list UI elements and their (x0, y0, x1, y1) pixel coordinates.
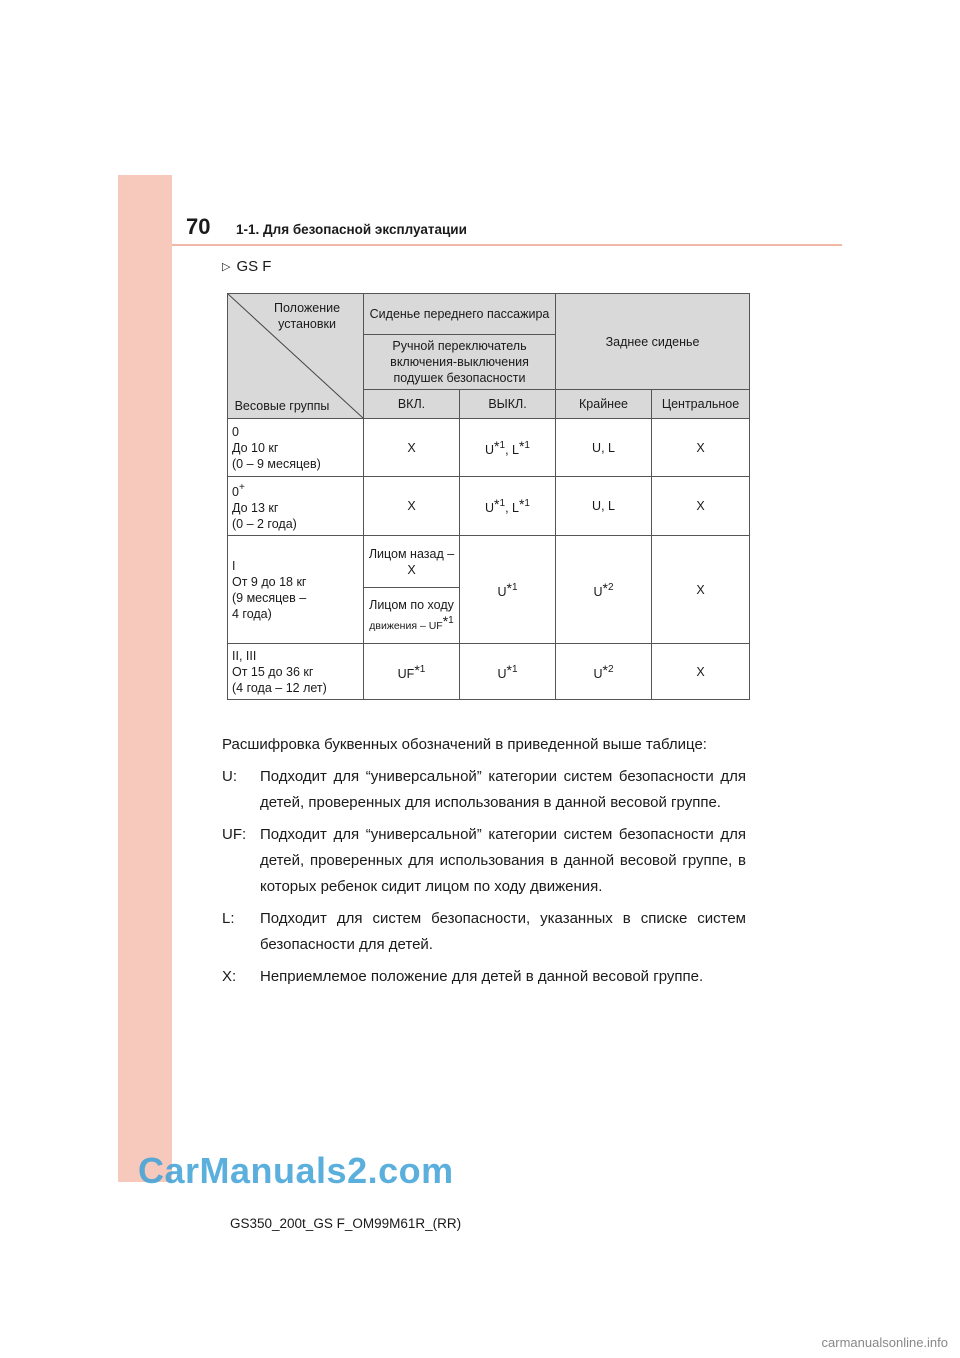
corner-top-label: Положение установки (273, 301, 341, 331)
footnote-ref: 1 (524, 498, 530, 509)
weight-group-cell (228, 419, 364, 477)
asterisk-icon: * (506, 661, 512, 678)
variant-label: GS F (236, 258, 272, 275)
code-l: L (512, 442, 519, 457)
weight-group-cell (228, 644, 364, 700)
code-u: U (485, 501, 495, 515)
legend-key: X: (222, 968, 237, 985)
group-label: 0+ (232, 482, 245, 499)
legend-item (222, 764, 746, 816)
forward-facing-value: движения – UF*$^1$ (369, 613, 454, 632)
age-label-cont: 4 года) (232, 606, 272, 621)
asterisk-icon: * (506, 579, 512, 596)
col-off-header: ВЫКЛ. (460, 390, 556, 419)
center-cell: X (652, 536, 750, 644)
seat-suitability-table (227, 293, 750, 700)
col-center-header: Центральное (652, 390, 750, 419)
footnote-ref: 1 (448, 615, 454, 626)
col-on-header: ВКЛ. (364, 390, 460, 419)
rear-seat-header: Заднее сиденье (556, 294, 750, 390)
off-cell: U*$^1$ (460, 536, 556, 644)
table-row (228, 644, 750, 700)
legend-block (222, 732, 746, 996)
on-cell: UF*$^1$ (364, 644, 460, 700)
footnote-ref: 1 (499, 439, 506, 451)
page-number: 70 (186, 214, 211, 239)
front-seat-header: Сиденье переднего пассажира (364, 294, 556, 335)
group-label: II, III (232, 648, 257, 663)
asterisk-icon: * (494, 496, 500, 512)
asterisk-icon: * (414, 661, 420, 678)
asterisk-icon: * (602, 661, 608, 678)
legend-item (222, 822, 746, 900)
header-divider (172, 244, 842, 246)
footer-doc-code: GS350_200t_GS F_OM99M61R_(RR) (230, 1216, 462, 1231)
on-forward-facing-cell (364, 588, 460, 644)
outer-cell: U*$^2$ (556, 644, 652, 700)
center-cell: X (652, 419, 750, 477)
code-u: U (485, 442, 495, 457)
asterisk-icon: * (494, 437, 500, 454)
age-label: (0 – 9 месяцев) (232, 456, 321, 471)
asterisk-icon: * (518, 437, 525, 454)
corner-header-cell (228, 294, 364, 419)
variant-heading (222, 258, 271, 275)
legend-key: UF: (222, 826, 247, 843)
asterisk-icon: * (442, 613, 449, 629)
weight-label: До 10 кг (232, 440, 279, 455)
legend-text: Неприемлемое положение для детей в данной весовой группе. (260, 968, 704, 985)
age-label: (4 года – 12 лет) (232, 680, 327, 695)
corner-bottom-label: Весовые группы (234, 399, 330, 413)
center-cell: X (652, 477, 750, 536)
legend-text: Подходит для “универсальной” категории систем безопасности для детей, проверенных для использования в данной весовой группе, в которых ребенок сидит лицом по ходу движения. (260, 826, 746, 895)
weight-label: От 15 до 36 кг (232, 664, 314, 679)
off-cell: U*$^1$, L*$^1$ (460, 477, 556, 536)
outer-cell: U, L (556, 419, 652, 477)
weight-group-cell (228, 477, 364, 536)
group-label: 0 (232, 424, 239, 439)
corner-watermark: carmanualsonline.info (821, 1335, 948, 1350)
legend-key: U: (222, 768, 237, 785)
legend-item (222, 964, 746, 990)
code-l: L (512, 501, 519, 515)
on-cell: X (364, 477, 460, 536)
on-cell: X (364, 419, 460, 477)
age-label: (9 месяцев – (232, 590, 307, 605)
weight-group-cell (228, 536, 364, 644)
outer-cell: U*$^2$ (556, 536, 652, 644)
side-color-band (118, 175, 172, 1182)
age-label: (0 – 2 года) (232, 517, 297, 531)
asterisk-icon: * (602, 579, 608, 596)
footnote-ref: 2 (607, 663, 614, 675)
section-title: 1-1. Для безопасной эксплуатации (236, 222, 467, 237)
legend-item (222, 906, 746, 958)
footnote-ref: 1 (419, 663, 426, 675)
center-cell: X (652, 644, 750, 700)
footnote-ref: 2 (607, 581, 614, 593)
off-cell: U*$^1$, L*$^1$ (460, 419, 556, 477)
footnote-ref: 1 (511, 581, 518, 593)
group-superscript: + (238, 482, 245, 493)
footnote-ref: 1 (524, 439, 530, 451)
table-row (228, 419, 750, 477)
group-label: I (232, 558, 236, 573)
table-row (228, 477, 750, 536)
airbag-switch-header: Ручной переключатель включения-выключения подушек безопасности (364, 335, 556, 390)
table-row (228, 536, 750, 588)
on-rear-facing-cell: Лицом назад – X (364, 536, 460, 588)
footnote-ref: 1 (499, 498, 506, 509)
off-cell: U*$^1$ (460, 644, 556, 700)
footnote-ref: 1 (511, 663, 518, 675)
weight-label: До 13 кг (232, 501, 279, 515)
outer-cell: U, L (556, 477, 652, 536)
legend-key: L: (222, 910, 235, 927)
triangle-bullet-icon: ▷ (222, 261, 231, 273)
legend-text: Подходит для “универсальной” категории систем безопасности для детей, проверенных для использования в данной весовой группе. (260, 768, 746, 811)
asterisk-icon: * (518, 496, 525, 512)
col-outer-header: Крайнее (556, 390, 652, 419)
weight-label: От 9 до 18 кг (232, 574, 307, 589)
forward-facing-label: Лицом по ходу (369, 598, 454, 612)
watermark-logo: CarManuals2.com (138, 1150, 454, 1191)
legend-text: Подходит для систем безопасности, указанных в списке систем безопасности для детей. (260, 910, 746, 953)
legend-intro: Расшифровка буквенных обозначений в приведенной выше таблице: (222, 736, 707, 753)
